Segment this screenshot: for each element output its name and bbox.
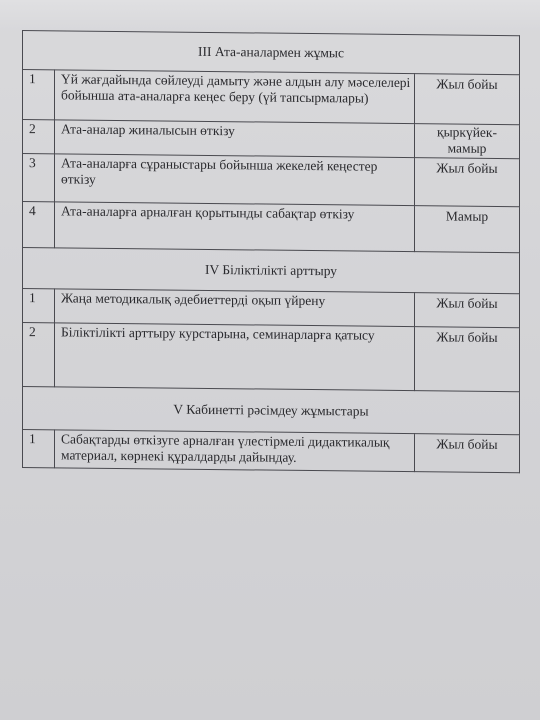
- row-number: 1: [23, 289, 55, 323]
- table-row: [23, 120, 520, 159]
- section-header-qualification: [23, 248, 520, 294]
- row-term: Жыл бойы: [415, 327, 520, 392]
- row-task: Жаңа методикалық әдебиеттерді оқып үйрену: [55, 289, 415, 327]
- section-title: V Кабинетті рәсімдеу жұмыстары: [23, 387, 520, 435]
- row-term: Жыл бойы: [415, 434, 520, 473]
- section-title: IV Біліктілікті арттыру: [23, 248, 520, 294]
- row-term: Мамыр: [415, 206, 520, 253]
- table-row: [23, 430, 520, 473]
- table-row: [23, 323, 520, 392]
- row-term: Жыл бойы: [415, 293, 520, 328]
- page-top-edge: [0, 0, 540, 30]
- table-row: [23, 70, 520, 125]
- row-task: Ата-аналарға сұраныстары бойынша жекелей кеңестер өткізу: [55, 154, 415, 206]
- row-number: 4: [23, 202, 55, 248]
- row-term: Жыл бойы: [415, 74, 520, 125]
- row-task: Ата-аналар жиналысын өткізу: [55, 120, 415, 158]
- table-row: [23, 154, 520, 207]
- row-task: Біліктілікті арттыру курстарына, семинарларға қатысу: [55, 323, 415, 391]
- work-plan-table: [22, 30, 520, 473]
- row-term: қыркүйек-мамыр: [415, 124, 520, 159]
- row-number: 1: [23, 70, 55, 120]
- row-task: Үй жағдайында сөйлеуді дамыту және алдын алу мәселелері бойынша ата-аналарға кеңес беру (үй тапсырмалары): [55, 70, 415, 124]
- row-term: Жыл бойы: [415, 158, 520, 207]
- section-header-cabinet: [23, 387, 520, 435]
- table-row: [23, 289, 520, 328]
- row-task: Ата-аналарға арналған қорытынды сабақтар өткізу: [55, 202, 415, 252]
- table-row: [23, 202, 520, 253]
- section-title: III Ата-аналармен жұмыс: [23, 31, 520, 75]
- section-header-parents: [23, 31, 520, 75]
- row-number: 2: [23, 323, 55, 387]
- row-number: 3: [23, 154, 55, 202]
- row-task: Сабақтарды өткізуге арналған үлестірмелі дидактикалық материал, көрнекі құралдарды дайындау.: [55, 430, 415, 472]
- row-number: 2: [23, 120, 55, 154]
- row-number: 1: [23, 430, 55, 468]
